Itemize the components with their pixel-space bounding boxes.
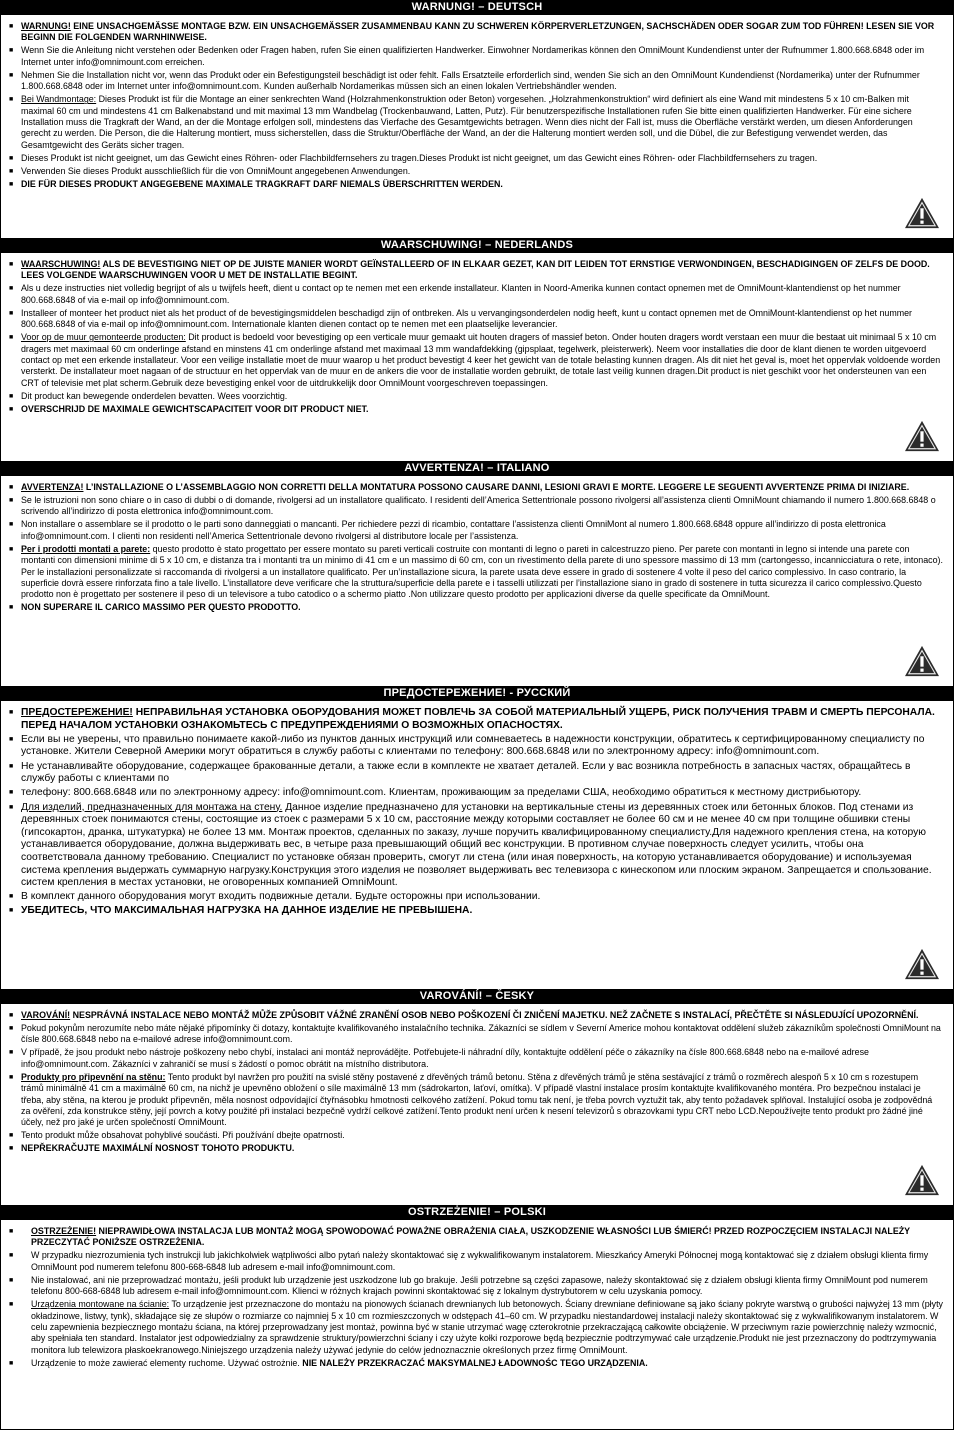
warning-emphasis: NIE NALEŻY PRZEKRACZAĆ MAKSYMALNEJ ŁADOWNOŚC TEGO URZĄDZENIA. — [299, 1357, 648, 1368]
section-header: VAROVÁNÍ! – ČESKY — [1, 989, 953, 1004]
list-item — [9, 283, 943, 306]
warning-text: Non installare o assemblare se il prodotto o le parti sono danneggiati o mancanti. Per richiedere pezzi di ricambio, contattare l’assistenza clienti OmniMont al numero 1.800.668.6848 oppure all’indirizzo di posta elettronica info@omnimount.com. I clienti non residenti nell’America Settentrionale devono rivolgersi al distributore locale per l’assistenza. — [21, 519, 886, 541]
warning-lead: Bei Wandmontage: — [21, 94, 97, 105]
warning-lead: ПРЕДОСТЕРЕЖЕНИЕ! — [21, 707, 133, 718]
list-item — [9, 802, 943, 890]
list-item — [9, 891, 943, 904]
warning-text: NEPŘEKRAČUJTE MAXIMÁLNÍ NOSNOST TOHOTO PRODUKTU. — [21, 1143, 295, 1154]
warning-text: НЕПРАВИЛЬНАЯ УСТАНОВКА ОБОРУДОВАНИЯ МОЖЕТ ПОВЛЕЧЬ ЗА СОБОЙ МАТЕРИАЛЬНЫЙ УЩЕРБ, РИСК ПОЛУЧЕНИЯ ТРАВМ И СМЕРТЬ ПЕРСОНАЛА. ПЕРЕД НАЧАЛОМ УСТАНОВКИ ОЗНАКОМЬТЕСЬ С ПРЕДУПРЕЖДЕНИЯМИ О ВОЗМОЖНЫХ ОПАСНОСТЯХ. — [21, 707, 935, 731]
list-item — [9, 905, 943, 918]
section-header: WAARSCHUWING! – NEDERLANDS — [1, 238, 953, 253]
warning-text: телефону: 800.668.6848 или по электронному адресу: info@omnimount.com. Клиентам, проживающим за пределами США, необходимо обратиться к местному дистрибьютору. — [21, 787, 862, 799]
warning-triangle-icon — [903, 644, 941, 678]
warning-lead: AVVERTENZA! — [21, 482, 84, 492]
warning-triangle-icon — [903, 419, 941, 453]
warning-text: Wenn Sie die Anleitung nicht verstehen oder Bedenken oder Fragen haben, rufen Sie einen qualifizierten Handwerker. Einwohner Nordamerikas können den OmniMount Kundendienst unter der Rufnummer 1.800.668.6848 oder im Internet unter info@omnimount.com erreichen. — [21, 45, 925, 67]
warning-lead: VAROVÁNÍ! — [21, 1010, 71, 1020]
warning-lead: Produkty pro připevnění na stěnu: — [21, 1071, 166, 1082]
warning-text: DIE FÜR DIESES PRODUKT ANGEGEBENE MAXIMALE TRAGKRAFT DARF NIEMALS ÜBERSCHRITTEN WERDEN. — [21, 178, 503, 189]
warning-text: Не устанавливайте оборудование, содержащее бракованные детали, а также если в комплекте не хватает деталей. Если у вас возникла потребность в запасных частях, обращайтесь в службу работы с клиентами по — [21, 760, 911, 785]
warning-text: Если вы не уверены, что правильно понимаете какой-либо из пунктов данных инструкций или сомневаетесь в надежности конструкции, обратитесь к сертифицированному специалисту по установке. Жители Северной Америки могут обратиться в службу работы с клиентами по телефону: 800.668.6848 или по электронному адресу: info@omnimount.com. — [21, 733, 925, 758]
list-item — [9, 734, 943, 759]
section-nederlands — [0, 238, 954, 461]
warning-lead: Voor op de muur gemonteerde producten: — [21, 332, 186, 343]
warning-lead: WAARSCHUWING! — [21, 259, 101, 269]
list-item — [9, 787, 943, 800]
section-deutsch — [0, 0, 954, 238]
warning-lead: Per i prodotti montati a parete: — [21, 543, 151, 554]
section-header: WARNUNG! – DEUTSCH — [1, 0, 953, 15]
list-item — [9, 153, 943, 164]
list-item — [9, 707, 943, 732]
warning-text: Nie instalować, ani nie przeprowadzać montażu, jeśli produkt lub urządzenie jest uszkodzone lub go brakuje. Jeśli potrzebne są części zapasowe, należy skontaktować się z działem obsługi klienta firmy OmniMount pod numerem telefonu 800-668-6848 lub adresem e-mail info@omnimount.com. Klienci w różnych krajach powinni skontaktować się z lokalnym dystrybutorem w celu uzyskania pomocy. — [31, 1274, 928, 1297]
list-item — [9, 1072, 943, 1129]
warning-text: Dit product is bedoeld voor bevestiging op een verticale muur gemaakt uit houten dragers of massief beton. Onder houten dragers wordt verstaan een muur die bestaat uit minimaal 5 x 10 cm dragers met maximaal 60 cm onderlinge afstand en minstens 41 cm onderlinge afstand met maximaal 13 mm wandafdekking (gipsplaat, tegelwerk, pleisterwerk). Neem voor installaties die door de klant dienen te worden uitgevoerd contact op met een erkende installateur. Voor een veilige installatie moet de muur waarop u het product bevestigt 4 keer het gewicht van de totale belasting kunnen dragen. Als dit niet het geval is, moet het oppervlak voldoende worden versterkt. De installateur moet nagaan of de structuur en het oppervlak van de muur en de ankers die voor de installatie worden gebruikt, de totale last veilig kunnen dragen.Dit product is niet geschikt voor het ondersteunen van een CRT of televisie met plat scherm.Gebruik deze bevestiging enkel voor de uitdrukkelijk door OmniMount voorgeschreven toepassingen. — [21, 332, 941, 388]
warning-text: Данное изделие предназначено для установки на вертикальные стены из деревянных стоек или бетонных блоков. Под стенами из деревянных стоек понимаются стены, состоящие из стоек с размерами 5 х 10 см, расстояние между которыми составляет не более 60 см и не менее 40 см при толщине обшивки стены (гипсокартон, дранка, штукатурка) не более 13 мм. Монтаж проектов, сделанных по заказу, лучше поручить квалифицированному специалисту.Для надежного крепления стена, на которую устанавливается оборудование, должна выдерживать вес, в четыре раза превышающий общий вес конструкции. В противном случае поверхность следует усилить, чтобы она соответствовала данному требованию. Специалист по установке обязан проверить, смогут ли стена (или иная поверхность, на которую устанавливается оборудование) и используемая система крепления выдержать суммарную нагрузку.Конструкция этого изделия не позволяет выдерживать вес телевизора с кинескопом или плоским экраном. Запрещается и спользование. систем крепления в местах установки, не оговоренных компанией OmniMount. — [21, 801, 932, 889]
warning-triangle-icon — [903, 196, 941, 230]
section-header: ПРЕДОСТЕРЕЖЕНИЕ! - РУССКИЙ — [1, 686, 953, 701]
warning-text: Nehmen Sie die Installation nicht vor, wenn das Produkt oder ein Befestigungsteil beschädigt ist oder fehlt. Falls Ersatzteile erforderlich sind, wenden Sie sich an den OmniMount Kundendienst (Nordamerika) unter der Rufnummer 1.800.668.6848 oder im Internet unter info@omnimount.com. Kunden außerhalb Nordamerikas müssen sich an einen lokalen Vertriebshändler wenden. — [21, 69, 920, 92]
list-item — [9, 259, 943, 282]
list-item — [9, 1010, 943, 1021]
warning-list — [1, 701, 953, 922]
warning-text: УБЕДИТЕСЬ, ЧТО МАКСИМАЛЬНАЯ НАГРУЗКА НА ДАННОЕ ИЗДЕЛИЕ НЕ ПРЕВЫШЕНА. — [21, 905, 473, 917]
list-item — [9, 391, 943, 402]
list-item — [9, 495, 943, 518]
list-item — [9, 404, 943, 415]
warning-lead: OSTRZEŻENIE! — [31, 1226, 97, 1236]
warning-text: Tento produkt může obsahovat pohyblivé součásti. Při používání dbejte opatrnosti. — [21, 1130, 345, 1141]
list-item — [9, 21, 943, 44]
list-item — [9, 1023, 943, 1046]
warning-text: EINE UNSACHGEMÄSSE MONTAGE BZW. EIN UNSACHGEMÄSSER ZUSAMMENBAU KANN ZU SCHWEREN KÖRPERVERLETZUNGEN, SACHSCHÄDEN ODER SOGAR ZUM TOD FÜHREN! LESEN SIE VOR BEGINN DIE FOLGENDEN WARNHINWEISE. — [21, 21, 935, 43]
warning-lead: Для изделий, предназначенных для монтажа на стену. — [21, 801, 283, 813]
list-item — [9, 1130, 943, 1141]
list-item — [9, 308, 943, 331]
list-item — [9, 179, 943, 190]
warning-list — [1, 1004, 953, 1158]
list-item — [9, 1299, 945, 1356]
warning-text: NESPRÁVNÁ INSTALACE NEBO MONTÁŽ MŮŽE ZPŮSOBIT VÁŽNÉ ZRANĚNÍ OSOB NEBO POŠKOZENÍ ČI ZNIČENÍ MAJETKU. NEŽ ZAČNETE S INSTALACÍ, PŘEČTĚTE SI NÁSLEDUJÍCÍ UPOZORNĚNÍ. — [70, 1010, 919, 1020]
warning-text: Als u deze instructies niet volledig begrijpt of als u twijfels heeft, dient u contact op te nemen met een erkende installateur. Klanten in Noord-Amerika kunnen contact opnemen met de OmniMount-klantendienst op het nummer 800.668.6848 of via e-mail op info@omnimount.com. — [21, 283, 901, 305]
section-header: OSTRZEŻENIE! – POLSKI — [1, 1205, 953, 1220]
list-item — [9, 1250, 945, 1273]
warning-triangle-icon — [903, 1163, 941, 1197]
list-item — [9, 1358, 945, 1369]
warning-text: Dieses Produkt ist nicht geeignet, um das Gewicht eines Röhren- oder Flachbildfernsehers zu tragen.Dieses Produkt ist nicht geeignet, um das Gewicht eines Röhren- oder Flachbildfernsehers zu tragen. — [21, 152, 818, 163]
warning-text: Dieses Produkt ist für die Montage an einer senkrechten Wand (Holzrahmenkonstruktion oder Beton) vorgesehen. „Holzrahmenkonstruktion“ wird definiert als eine Wand mit mindestens 5 x 10 cm-Balken mit maximal 60 cm und mindestens 41 cm Balkenabstand und mit maximal 13 mm Wandbelag (Trockenbauwand, Latten, Putz). Für benutzerspezifische Installationen rufen Sie bitte einen qualifizierten Handwerker. Für eine sichere Installation muss die Tragkraft der Wand, an der die Montage erfolgen soll, mindestens das Vierfache des Gesamtgewichts betragen. Wenn dies nicht der Fall ist, muss die Oberfläche verstärkt werden, um diesen Anforderungen gerecht zu werden. Die Person, die die Halterung montiert, muss sicherstellen, dass die Struktur/Oberfläche der Wand, an der die Halterung montiert werden soll, und die Dübel, die zur Befestigung verwendet werden, das Gesamtgewicht des Geräts sicher tragen. — [21, 94, 913, 150]
warning-list — [1, 253, 953, 419]
list-item — [9, 1275, 945, 1298]
warning-text: Installeer of monteer het product niet als het product of de bevestigingsmiddelen beschadigd zijn of ontbreken. Als u vervangingsonderdelen nodig heeft, kunt u contact opnemen met de OmniMount-klantendienst op het nummer 800.668.6848 of via e-mail op info@omnimount.com. Internationale klanten dienen contact op te nemen met een plaatselijke leverancier. — [21, 307, 913, 330]
list-item — [9, 1226, 945, 1249]
warning-text: L’INSTALLAZIONE O L’ASSEMBLAGGIO NON CORRETTI DELLA MONTATURA POSSONO CAUSARE DANNI, LESIONI GRAVI E MORTE. LEGGERE LE SEGUENTI AVVERTENZE PRIMA DI INIZIARE. — [83, 482, 910, 492]
warning-list — [1, 15, 953, 194]
warning-text: V případě, že jsou produkt nebo nástroje poškozeny nebo chybí, instalaci ani montáž neprovádějte. Potřebujete-li náhradní díly, kontaktujte oddělení péče o zákazníky na čísle 800.668.6848 nebo na e-mailové adrese info@omnimount.com. Zákazníci v zahraničí se musí s žádostí o pomoc obrátit na místního distributora. — [21, 1047, 869, 1069]
warning-text: NIEPRAWIDŁOWA INSTALACJA LUB MONTAŻ MOGĄ SPOWODOWAĆ POWAŻNE OBRAŻENIA CIAŁA, USZKODZENIE WŁASNOŚCI LUB ŚMIERĆ! PRZED ROZPOCZĘCIEM INSTALACJI NALEŻY PRZECZYTAĆ PONIŻSZE OSTRZEŻENIA. — [31, 1226, 910, 1248]
section-russkiy — [0, 686, 954, 989]
warning-lead: WARNUNG! — [21, 21, 71, 31]
warning-text: To urządzenie jest przeznaczone do montażu na pionowych ścianach drewnianych lub betonowych. Ściany drewniane definiowane są jako ściany pokryte warstwą o grubości najwyżej 13 mm (płyty okładzinowe, listwy, tynk), składające się ze słupów o rozmiarze co najmniej 5 x 10 cm rozmieszczonych w odstępach 41–60 cm. W przypadku niestandardowej instalacji należy skontaktować się z wykwalifikowanym instalatorem. W celu zapewnienia bezpiecznego montażu ściana, na której przeprowadzany jest montaż, powinna być w stanie utrzymać wagę czterokrotnie przekraczającą całkowite obciążenie. W przeciwnym razie powierzchnię należy wzmocnić, aby spełniała ten standard. Instalator jest odpowiedzialny za sprawdzenie struktury/powierzchni ściany i czy użyte kołki rozporowe będą bezpiecznie podtrzymywać całe urządzenie.Produkt nie jest przeznaczony do podtrzymywania monitora lub telewizora płaskoekranowego.Niniejszego urządzenia należy używać jedynie do celów jednoznacznie określonych przez firmę OmniMount. — [31, 1299, 943, 1355]
list-item — [9, 332, 943, 389]
warning-text: Dit product kan bewegende onderdelen bevatten. Wees voorzichtig. — [21, 390, 288, 401]
list-item — [9, 482, 943, 493]
section-header: AVVERTENZA! – ITALIANO — [1, 461, 953, 476]
list-item — [9, 1047, 943, 1070]
warning-text: Pokud pokynům nerozumíte nebo máte nějaké připomínky či dotazy, kontaktujte kvalifikovaného instalačního technika. Zákazníci se sídlem v Severní Americe mohou kontaktovat oddělení služeb zákazníkům společnosti OmniMount na čísle 800.668.6848 nebo na e-mailové adrese info@omnimount.com. — [21, 1023, 941, 1045]
section-italiano — [0, 461, 954, 686]
list-item — [9, 761, 943, 786]
warning-text: questo prodotto è stato progettato per essere montato su pareti verticali costruite con montanti di legno o pareti in calcestruzzo pieno. Per parete con montanti in legno si intende una parete con montanti con dimensioni minime di 5 x 10 cm, e distanza tra i montanti tra un minimo di 41 cm e un massimo di 60 cm, con un rivestimento della parete di uno spessore massimo di 13 mm (cartongesso, incannicciatura o rete, intonaco). Per le installazioni personalizzate si raccomanda di rivolgersi a un installatore qualificato. Per un’installazione sicura, la parete usata deve essere in grado di sostenere 4 volte il peso del carico complessivo. In caso contrario, la superficie dovrà essere rinforzata fino a tale livello. L’installatore deve verificare che la struttura/superficie della parete e i tasselli utilizzati per l’installazione siano in grado di sostenere in tutta sicurezza il carico complessivo.Questo prodotto non è progettato per sostenere il peso di un televisore a tubo catodico o a schermo piatto .Non utilizzare questo prodotto per applicazioni diverse da quelle specificate da OmniMount. — [21, 543, 943, 600]
warning-lead: Urządzenia montowane na ścianie: — [31, 1299, 170, 1310]
section-polski — [0, 1205, 954, 1430]
warning-triangle-icon — [903, 947, 941, 981]
list-item — [9, 166, 943, 177]
section-cesky — [0, 989, 954, 1205]
warning-text: Se le istruzioni non sono chiare o in caso di dubbi o di domande, rivolgersi ad un installatore qualificato. I residenti dell’America Settentrionale possono rivolgersi all’assistenza clienti OmniMount chiamando il numero 1.800.668.6848 o scrivendo all’indirizzo di posta elettronica info@omnimount.com. — [21, 495, 936, 517]
list-item — [9, 70, 943, 93]
warning-text: OVERSCHRIJD DE MAXIMALE GEWICHTSCAPACITEIT VOOR DIT PRODUCT NIET. — [21, 403, 369, 414]
warning-list — [1, 1220, 953, 1373]
warning-text: В комплект данного оборудования могут входить подвижные детали. Будьте осторожны при использовании. — [21, 891, 541, 903]
warning-text: W przypadku niezrozumienia tych instrukcji lub jakichkolwiek wątpliwości albo pytań należy skontaktować się z wykwalifikowanym instalatorem. Mieszkańcy Ameryki Północnej mogą kontaktować się z działem obsługi klienta firmy OmniMount pod numerem telefonu 800-668-6848 lub adresem e-mail info@omnimount.com. — [31, 1250, 929, 1272]
warning-text: Urządzenie to może zawierać elementy ruchome. Używać ostrożnie. — [31, 1357, 300, 1368]
list-item — [9, 544, 943, 601]
warning-text: ALS DE BEVESTIGING NIET OP DE JUISTE MANIER WORDT GEÏNSTALLEERD OF IN ELKAAR GEZET, KAN DIT LEIDEN TOT ERNSTIGE VERWONDINGEN, BESCHADIGINGEN OF ZELFS DE DOOD. LEES VOLGENDE WAARSCHUWINGEN VOOR U MET DE INSTALLATIE BEGINT. — [21, 259, 930, 281]
warning-text: Verwenden Sie dieses Produkt ausschließlich für die von OmniMount angegebenen Anwendungen. — [21, 165, 411, 176]
warning-text: Tento produkt byl navržen pro použití na svislé stěny postavené z dřevěných trámů betonu. Stěna z dřevěných trámů je stěna sestávající z trámů o rozměrech alespoň 5 x 10 cm s rozestupem trámů minimálně 41 cm a maximálně 60 cm, na nichž je upevněno obložení o síle maximálně 13 mm (sádrokarton, laťoví, omítka). V případě vlastní instalace prosím kontaktujte kvalifikovaného montéra. Pro bezpečnou instalaci je třeba, aby stěna, na kterou je produkt připevněn, měla nosnost odpovídající čtyřnásobku hmotnosti celkového zatížení. Pokud tomu tak není, je třeba povrch vyztužit tak, aby tento požadavek splňoval. Instalující osoba je zodpovědná za ověření, zda konstrukce stěny, její povrch a kotvy použité při instalaci bezpečně vydrží celkové zatížení.Tento produkt není určen k nesení televizorů s obrazovkami typu CRT nebo LCD.Nepoužívejte tento produkt pro žádné jiné účely, než pro jaké je určen společností OmniMount. — [21, 1071, 933, 1128]
list-item — [9, 94, 943, 151]
list-item — [9, 519, 943, 542]
warning-list — [1, 476, 953, 617]
list-item — [9, 1143, 943, 1154]
warning-text: NON SUPERARE IL CARICO MASSIMO PER QUESTO PRODOTTO. — [21, 602, 301, 613]
list-item — [9, 45, 943, 68]
list-item — [9, 602, 943, 613]
